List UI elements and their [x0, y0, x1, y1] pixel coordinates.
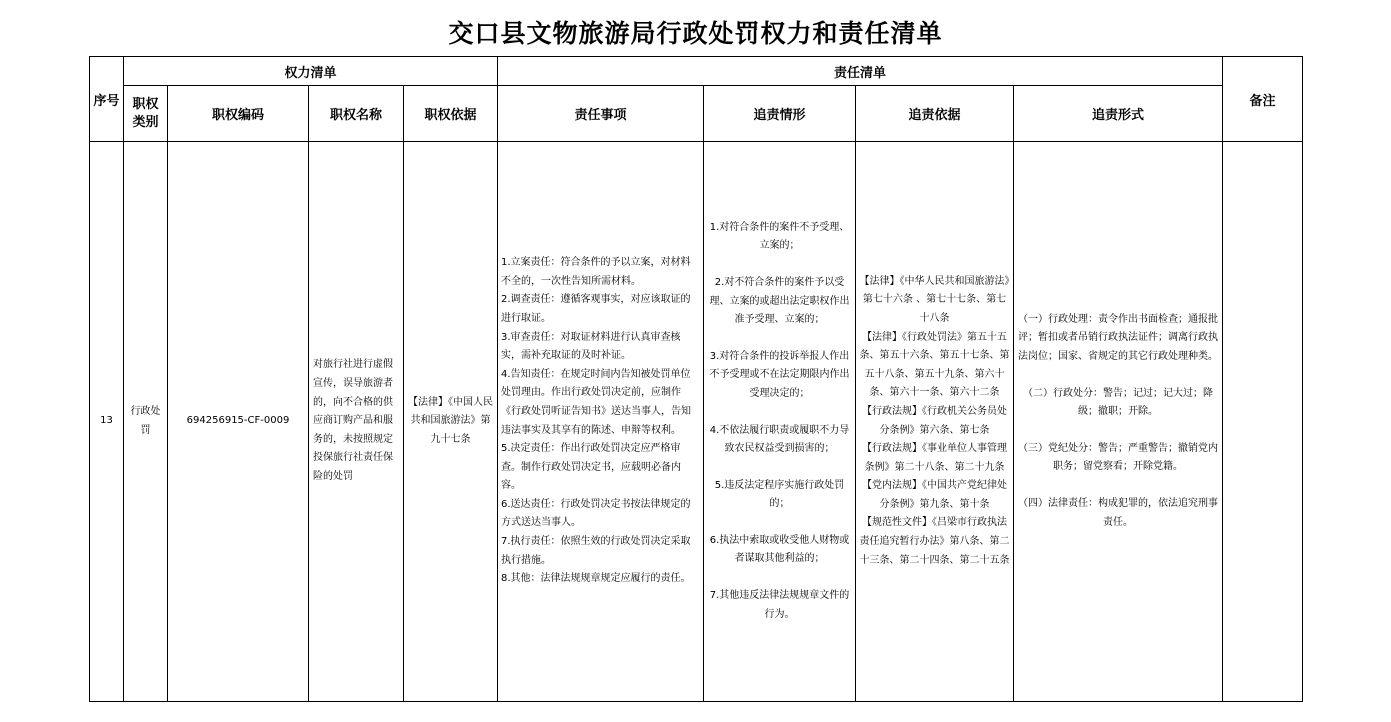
header-accountability-cases: 追责情形 [704, 86, 856, 142]
responsibility-table [89, 56, 1303, 702]
responsibility-item-7: 7.执行责任：依照生效的行政处罚决定采取执行措施。 [501, 536, 691, 566]
responsibility-item-5: 5.决定责任：作出行政处罚决定应严格审查。制作行政处罚决定书，应载明必备内容。 [501, 443, 682, 492]
accountability-basis-item-5: 【党内法规】《中国共产党纪律处分条例》第九条、第十条 [862, 480, 1008, 510]
accountability-basis-item-4: 【行政法规】《事业单位人事管理条例》第二十八条、第二十九条 [862, 443, 1008, 473]
cell-accountability-basis [856, 142, 1014, 702]
header-power-basis: 职权依据 [404, 86, 498, 142]
accountability-basis-item-3: 【行政法规】《行政机关公务员处分条例》第六条、第七条 [862, 405, 1008, 436]
header-remark: 备注 [1223, 57, 1303, 142]
responsibility-item-4: 4.告知责任：在规定时间内告知被处罚单位处罚理由。作出行政处罚决定前，应制作《行政处罚听证告知书》送达当事人，告知违法事实及其享有的陈述、申辩等权利。 [501, 368, 692, 436]
header-power-group: 权力清单 [124, 57, 498, 86]
header-accountability-forms: 追责形式 [1014, 86, 1223, 142]
accountability-case-3: 3.对符合条件的投诉举报人作出不予受理或不在法定期限内作出受理决定的； [709, 350, 850, 399]
accountability-form-3: （三）党纪处分：警告；严重警告；撤销党内职务；留党察看；开除党籍。 [1018, 442, 1219, 473]
accountability-case-2: 2.对不符合条件的案件予以受理、立案的或超出法定职权作出准予受理、立案的； [709, 276, 850, 326]
cell-power-name: 对旅行社进行虚假宣传，误导旅游者的，向不合格的供应商订购产品和服务的，未按照规定投保旅行社责任保险的处罚 [309, 142, 404, 702]
cell-accountability-cases [704, 142, 856, 702]
accountability-basis-item-6: 【规范性文件】《吕梁市行政执法责任追究暂行办法》第八条、第二十三条、第二十四条、第二十五条 [859, 517, 1010, 566]
header-seq: 序号 [90, 57, 124, 142]
accountability-basis-item-2: 【法律】《行政处罚法》第五十五条、第五十六条、第五十七条、第五十八条、第五十九条、第六十条、第六十一条、第六十二条 [859, 331, 1010, 399]
header-power-name: 职权名称 [309, 86, 404, 142]
cell-power-code: 694256915-CF-0009 [168, 142, 309, 702]
header-power-code: 职权编码 [168, 86, 309, 142]
cell-seq: 13 [90, 142, 124, 702]
table-row [90, 142, 1303, 702]
header-responsibility-group: 责任清单 [498, 57, 1223, 86]
responsibility-item-8: 8.其他：法律法规规章规定应履行的责任。 [501, 573, 691, 585]
cell-power-basis: 【法律】《中国人民共和国旅游法》第九十七条 [404, 142, 498, 702]
responsibility-item-3: 3.审查责任：对取证材料进行认真审查核实，需补充取证的及时补证。 [501, 331, 681, 362]
cell-responsibility-items [498, 142, 704, 702]
responsibility-item-2: 2.调查责任：遵循客观事实，对应该取证的进行取证。 [501, 294, 691, 324]
cell-remark [1223, 142, 1303, 702]
accountability-case-6: 6.执法中索取或收受他人财物或者谋取其他利益的； [709, 534, 850, 565]
accountability-form-1: （一）行政处理：责令作出书面检查；通报批评；暂扣或者吊销行政执法证件；调离行政执法岗位；国家、省规定的其它行政处理种类。 [1018, 313, 1219, 363]
accountability-form-2: （二）行政处分：警告；记过；记大过；降级；撤职；开除。 [1023, 387, 1214, 418]
page-title: 交口县文物旅游局行政处罚权力和责任清单 [448, 19, 943, 48]
accountability-case-4: 4.不依法履行职责或履职不力导致农民权益受到损害的； [709, 424, 850, 455]
accountability-case-5: 5.违反法定程序实施行政处罚的； [714, 479, 845, 510]
accountability-case-1: 1.对符合条件的案件不予受理、立案的； [709, 221, 850, 252]
cell-accountability-forms [1014, 142, 1223, 702]
accountability-form-4: （四）法律责任：构成犯罪的，依法追究刑事责任。 [1018, 497, 1219, 528]
header-accountability-basis: 追责依据 [856, 86, 1014, 142]
accountability-basis-item-1: 【法律】《中华人民共和国旅游法》第七十六条 、第七十七条、第七十八条 [859, 275, 1010, 324]
header-responsibility-items: 责任事项 [498, 86, 704, 142]
responsibility-item-1: 1.立案责任：符合条件的予以立案，对材料不全的，一次性告知所需材料。 [501, 257, 691, 287]
responsibility-item-6: 6.送达责任：行政处罚决定书按法律规定的方式送达当事人。 [501, 498, 691, 529]
accountability-case-7: 7.其他违反法律法规规章文件的行为。 [709, 590, 850, 620]
cell-power-type: 行政处罚 [124, 142, 168, 702]
header-power-type: 职权 类别 [124, 86, 168, 142]
